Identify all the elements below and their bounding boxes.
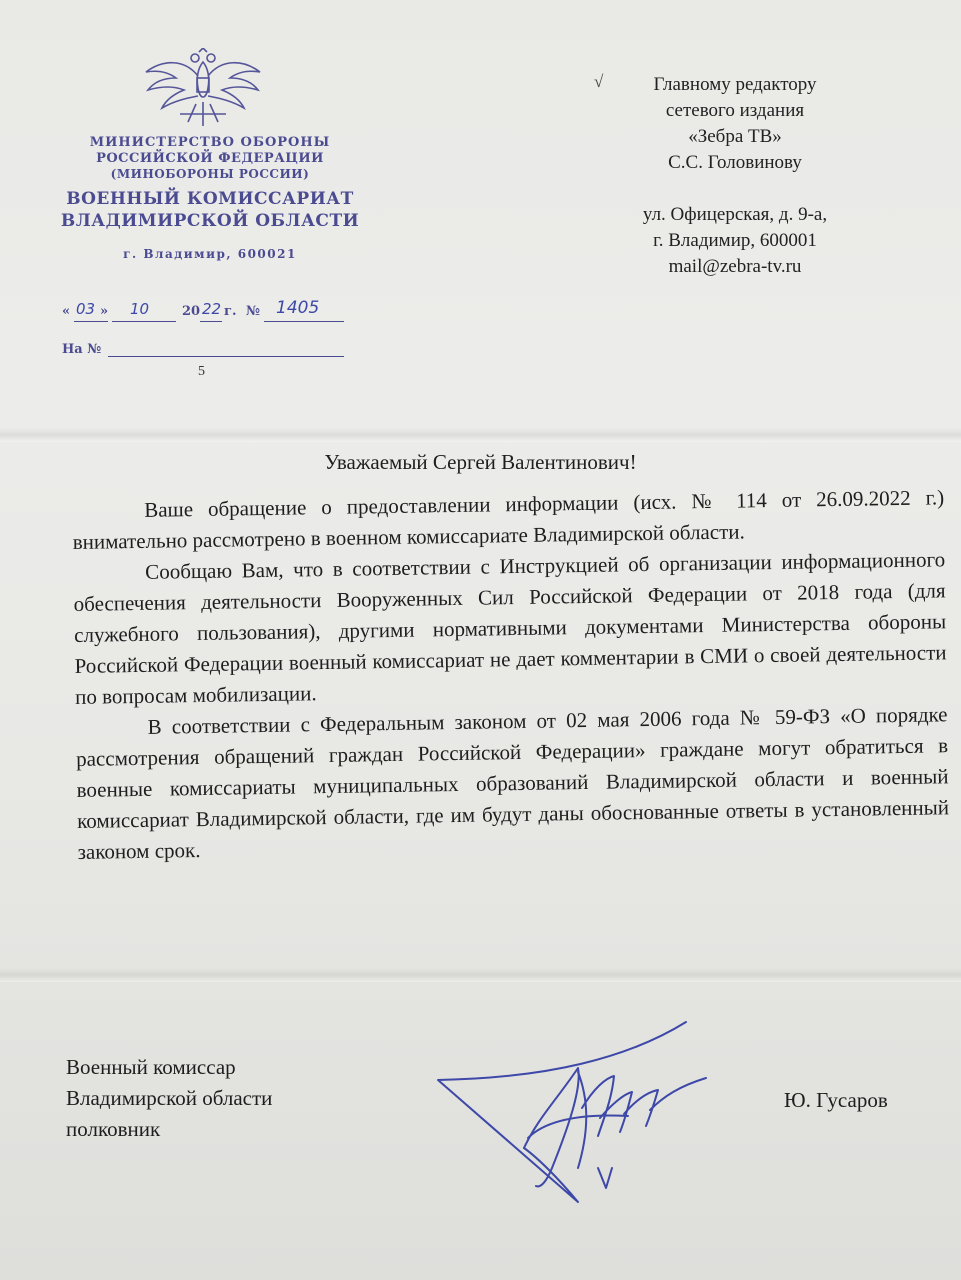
registration-line — [62, 298, 352, 322]
page-number: 5 — [198, 364, 205, 379]
recipient-line4: С.С. Головинову — [668, 152, 802, 173]
reg-year-underline — [200, 321, 222, 322]
paper-fold — [0, 428, 961, 442]
recipient-block — [600, 72, 870, 280]
paragraph-1: Ваше обращение о предоставлении информации (исх. № 114 от 26.09.2022 г.) внимательно рассмотрено в военном комиссариате Владимирской области. — [72, 485, 945, 554]
reg-year-unit: г. — [224, 304, 237, 319]
recipient-line1: Главному редактору — [653, 74, 817, 95]
reg-open-quote: « — [62, 304, 71, 319]
reg-year-prefix: 20 — [182, 304, 201, 319]
reply-to-underline — [108, 356, 344, 357]
signer-name: Ю. Гусаров — [784, 1088, 888, 1112]
stamp-office-line2: ВЛАДИМИРСКОЙ ОБЛАСТИ — [60, 211, 360, 231]
reply-to-label: На № — [62, 342, 102, 357]
stamp-city: г. Владимир, 600021 — [123, 247, 297, 261]
signer-title-line2: Владимирской области — [66, 1086, 273, 1110]
reg-month-underline — [112, 321, 176, 322]
recipient-address1: ул. Офицерская, д. 9-а, — [642, 204, 828, 225]
eagle-emblem-icon — [140, 48, 266, 130]
recipient-address2: г. Владимир, 600001 — [653, 230, 817, 251]
reg-day: 03 — [76, 300, 96, 318]
signer-title-line3: полковник — [66, 1117, 161, 1141]
reg-number-label: № — [246, 304, 261, 319]
reg-close-quote: » — [100, 304, 109, 319]
reg-number-underline — [264, 321, 344, 322]
handwritten-signature — [428, 1018, 728, 1208]
stamp-ministry-line3: (МИНОБОРОНЫ РОССИИ) — [110, 167, 310, 181]
paragraph-2: Сообщаю Вам, что в соответствии с Инструкцией об организации информационного обеспечения деятельности Вооруженных Сил Российской Федерации от 2018 года (для служебного пользования), другими нормативными документами Министерства обороны Российской Федерации военный комиссариат не дает комментарии в СМИ о своей деятельности по вопросам мобилизации. — [73, 547, 947, 709]
salutation: Уважаемый Сергей Валентинович! — [324, 450, 637, 474]
reg-month: 10 — [130, 300, 150, 318]
signer-title-line1: Военный комиссар — [66, 1055, 236, 1079]
reg-year-suffix: 22 — [202, 300, 222, 318]
signer-title — [66, 1052, 272, 1145]
paper-fold — [0, 968, 961, 982]
recipient-line2: сетевого издания — [665, 100, 805, 121]
paragraph-3: В соответствии с Федеральным законом от 02 мая 2006 года № 59-ФЗ «О порядке рассмотрения обращений граждан Российской Федерации» граждане могут обратиться в военные комиссариаты муниципальных образований Владимирской области и военный комиссариат Владимирской области, где им будут даны обоснованные ответы в установленный законом срок. — [75, 702, 950, 864]
reg-number: 1405 — [276, 298, 320, 318]
recipient-line3: «Зебра ТВ» — [688, 126, 782, 147]
stamp-ministry-line2: РОССИЙСКОЙ ФЕДЕРАЦИИ — [96, 151, 324, 166]
letter-body — [72, 482, 950, 868]
recipient-email: mail@zebra-tv.ru — [668, 256, 802, 277]
checkmark-icon: √ — [594, 72, 604, 91]
stamp-ministry-line1: МИНИСТЕРСТВО ОБОРОНЫ — [89, 135, 331, 150]
reg-day-underline — [74, 321, 108, 322]
stamp-office-line1: ВОЕННЫЙ КОМИССАРИАТ — [66, 189, 354, 209]
